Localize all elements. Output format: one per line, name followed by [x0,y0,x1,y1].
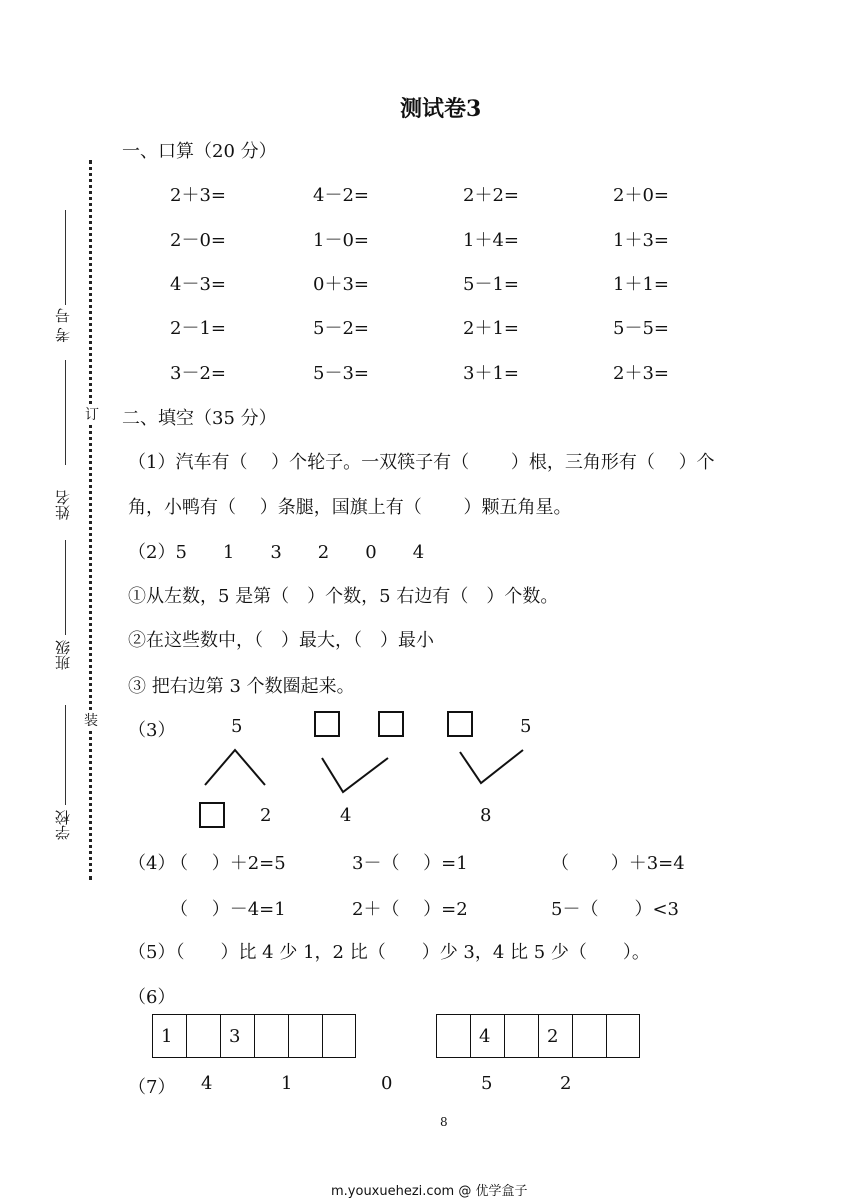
section1-heading: 一、口算（20 分） [122,141,277,162]
q3-fig1-lines [205,750,265,785]
calc-item: 1＋3= [613,230,669,251]
q6-number-grid-2 [436,1014,640,1058]
calc-item: 2＋0= [613,185,669,206]
q7-label: （7） [128,1077,176,1098]
calc-item: 5－5= [613,318,669,339]
calc-item: 3＋1= [463,363,519,384]
footer-watermark[interactable]: m.youxuehezi.com @ 优学盒子 [331,1184,528,1199]
binding-zhuang-char: 装 [84,710,98,730]
grid-cell[interactable] [254,1014,288,1058]
calc-item: 2－1= [170,318,226,339]
calc-item: 2＋3= [613,363,669,384]
q6-label: （6） [128,987,176,1008]
q7-number: 2 [560,1073,572,1094]
grid-cell[interactable]: 3 [220,1014,254,1058]
calc-item: 1－0= [313,230,369,251]
calc-item: 4－3= [170,274,226,295]
q1-line2: 角，小鸭有（ ）条腿，国旗上有（ ）颗五角星。 [128,497,572,518]
q3-fig3-right: 5 [520,716,532,737]
grid-cell[interactable] [186,1014,220,1058]
exam-no-label: 考 号 [54,308,72,343]
grid-cell[interactable] [606,1014,640,1058]
page-number: 8 [440,1115,448,1129]
q2-c: ③ 把右边第 3 个数圈起来。 [128,676,355,697]
q7-number: 0 [381,1073,393,1094]
grid-cell[interactable]: 2 [538,1014,572,1058]
grid-cell[interactable]: 1 [152,1014,186,1058]
calc-item: 1＋1= [613,274,669,295]
grid-cell[interactable] [504,1014,538,1058]
binding-ding-char: 订 [85,404,99,424]
q5-text: （5）（ ）比 4 少 1，2 比（ ）少 3，4 比 5 少（ ）。 [128,942,650,963]
q2-numbers: （2）5 1 3 2 0 4 [128,542,425,563]
grid-cell[interactable] [436,1014,470,1058]
grid-cell[interactable]: 4 [470,1014,504,1058]
q3-fig3-bottom: 8 [480,805,492,826]
q3-fig2-lines [322,758,388,792]
calc-item: 0＋3= [313,274,369,295]
class-label: 班级 [54,640,72,670]
q2-a: ①从左数，5 是第（ ）个数，5 右边有（ ）个数。 [128,586,559,607]
q3-fig1-top: 5 [231,716,243,737]
q3-fig3-lines [460,750,523,783]
q3-fig1-left-box[interactable] [199,802,225,828]
q4-item: 5－（ ）<3 [551,899,679,920]
q7-number: 4 [201,1073,213,1094]
grid-cell[interactable] [288,1014,322,1058]
section2-heading: 二、填空（35 分） [122,408,277,429]
calc-item: 2＋2= [463,185,519,206]
grid-cell[interactable] [572,1014,606,1058]
calc-item: 4－2= [313,185,369,206]
q4-item: 2＋（ ）=2 [352,899,468,920]
q4-item: 3－（ ）=1 [352,853,468,874]
q7-number: 1 [281,1073,293,1094]
grid-cell[interactable] [322,1014,356,1058]
q4-item: （ ）－4=1 [170,899,286,920]
calc-item: 1＋4= [463,230,519,251]
calc-item: 3－2= [170,363,226,384]
calc-item: 5－2= [313,318,369,339]
q6-number-grid-1 [152,1014,356,1058]
q4-label: （4） [128,853,176,874]
q1-line1: （1）汽车有（ ）个轮子。一双筷子有（ ）根，三角形有（ ）个 [128,452,715,473]
page-title: 测试卷3 [400,96,482,122]
q4-item: （ ）＋3=4 [551,853,685,874]
q4-item: （ ）＋2=5 [170,853,286,874]
q3-fig2-bottom: 4 [340,805,352,826]
q3-label: （3） [128,720,176,741]
name-label: 姓名 [54,490,72,520]
q7-number: 5 [481,1073,493,1094]
calc-item: 2＋3= [170,185,226,206]
q3-fig1-right: 2 [260,805,272,826]
calc-item: 5－1= [463,274,519,295]
school-label: 学校 [54,810,72,840]
q2-b: ②在这些数中，（ ）最大，（ ）最小 [128,630,434,651]
calc-item: 5－3= [313,363,369,384]
calc-item: 2＋1= [463,318,519,339]
calc-item: 2－0= [170,230,226,251]
